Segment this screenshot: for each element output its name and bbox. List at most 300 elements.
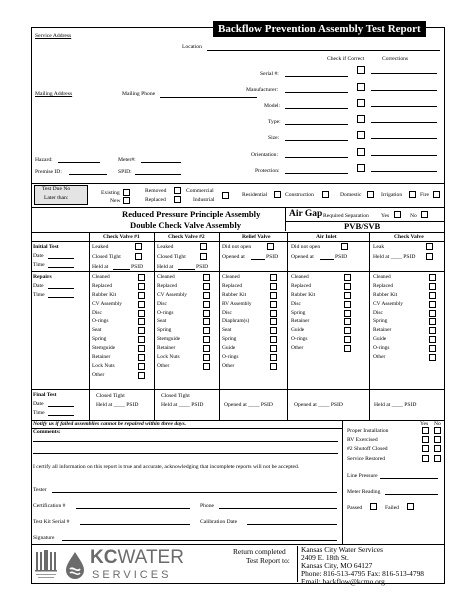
new-checkbox[interactable] [123,197,130,204]
initial-time-field[interactable] [48,267,74,268]
pvb-title: PVB/SVB [344,221,381,231]
repair-item-checkbox[interactable] [429,274,436,281]
location-label: Location [182,44,202,50]
size-correct-checkbox[interactable] [357,131,365,139]
ai-opened-at-field[interactable] [320,259,334,260]
repair-item-label: Seat [92,327,102,334]
size-field[interactable] [285,140,348,141]
logo-kc: KC [90,547,118,568]
repair-item-label: Spring [157,327,172,334]
repair-item-label: Lock Nuts [157,354,180,361]
repair-item-label: Cleaned [373,274,391,280]
cv1-held-at-field[interactable] [113,269,130,270]
repair-item-label: Spring [222,336,237,343]
repair-item-label: Rubber Kit [373,291,398,298]
passed-label: Passed [347,505,363,511]
protection-label: Protection: [255,168,280,174]
repair-item-label: Lock Nuts [92,362,115,369]
repair-item-checkbox[interactable] [344,327,351,334]
address-line-1: Kansas City Water Services [301,545,383,554]
repair-item-cv2 [157,309,187,318]
rv-exercised-yes[interactable] [422,436,429,443]
ai-did-not-open-label: Did not open [291,244,321,250]
line-pressure-label: Line Pressure [347,473,378,479]
shutoff-closed-no[interactable] [434,445,441,452]
removed-label: Removed [145,188,167,194]
repair-item-air [291,282,315,291]
meter-reading-label: Meter Reading [347,489,381,495]
proper-installation-label: Proper Installation [347,428,389,434]
type-correction-field[interactable] [371,122,437,123]
final-cv2-held-label: Held at ____ PSID [161,402,204,408]
cv2-held-at-label: Held at [157,264,174,270]
repair-item-checkbox[interactable] [203,363,210,370]
phone-field[interactable] [219,508,337,509]
service-address-label: Service Address [35,33,72,39]
divider [297,546,298,582]
repair-item-label: Guide [373,336,387,343]
certification-field[interactable] [76,508,190,509]
repair-item-checkbox[interactable] [138,372,145,379]
repair-item-relief [222,335,252,344]
repair-item-checkbox[interactable] [203,283,210,290]
ai-did-not-open-checkbox[interactable] [341,243,348,250]
serial-correction-field[interactable] [371,73,437,74]
existing-checkbox[interactable] [123,189,130,196]
rv-did-not-open-label: Did not open [222,244,252,250]
repair-item-cv [373,326,403,335]
repairs-date-field[interactable] [48,288,74,289]
repair-item-label: Rubber Kit [291,291,316,298]
protection-correct-checkbox[interactable] [357,164,365,172]
air-gap-title: Air Gap [289,209,323,219]
industrial-label: Industrial [193,197,215,203]
repair-item-checkbox[interactable] [344,318,351,325]
meter-reading-field[interactable] [385,494,438,495]
manufacturer-correction-field[interactable] [371,90,437,91]
repair-item-label: Seat [157,318,167,325]
serial-correct-checkbox[interactable] [357,66,365,74]
repair-item-label: Stemguide [157,336,181,343]
logo-wordmark [90,548,184,567]
repair-item-cv2 [157,362,187,371]
size-correction-field[interactable] [371,138,437,139]
cv1-leaked-checkbox[interactable] [135,243,142,250]
repair-item-relief [222,309,252,318]
repair-item-label: Diaphram(s) [222,318,250,325]
comments-line-1[interactable] [33,441,338,442]
shutoff-closed-yes[interactable] [422,445,429,452]
hazard-field[interactable] [58,162,100,163]
repair-item-relief [222,291,252,300]
repair-item-label: Rubber Kit [92,291,117,298]
repair-item-checkbox[interactable] [429,345,436,352]
repair-item-air [291,273,315,282]
repair-item-label: Rubber Kit [222,291,247,298]
col-check-valve-2: Check Valve #2 [168,234,205,240]
dc-assembly-title: Double Check Valve Assembly [130,220,242,230]
footer-email: Email: backflow@kcmo.org [301,577,385,586]
divider [342,420,343,544]
rp-assembly-title: Reduced Pressure Principle Assembly [122,209,261,219]
repair-item-checkbox[interactable] [138,327,145,334]
divider [31,428,342,429]
initial-date-field[interactable] [48,258,74,259]
repair-item-checkbox[interactable] [203,274,210,281]
divider [31,271,445,272]
pvb-leak-label: Leak [373,244,385,250]
tester-label: Tester [33,487,47,493]
certify-text: I certify all information on this report is true and accurate, acknowledging that incomplete reports will not be accepted. [33,464,300,470]
final-time-field[interactable] [48,415,74,416]
repair-item-label: RV Assembly [222,300,252,307]
failed-checkbox[interactable] [407,503,414,510]
repair-item-cv2 [157,300,187,309]
removed-checkbox[interactable] [174,187,181,194]
repair-item-label: Other [222,362,235,369]
commercial-label: Commercial [186,188,214,194]
repairs-cv1-list [92,273,122,380]
type-label: Type: [268,119,281,125]
repair-item-label: Stemguide [92,345,116,352]
type-correct-checkbox[interactable] [357,115,365,123]
repair-item-air [291,344,315,353]
corrections-label: Corrections [382,56,409,62]
repair-item-checkbox[interactable] [138,310,145,317]
repair-item-label: Replaced [291,282,312,289]
return-line-1: Return completed [233,547,286,556]
mailing-phone-label: Mailing Phone [122,91,156,97]
repair-item-checkbox[interactable] [429,301,436,308]
repair-item-cv [373,344,403,353]
repair-item-checkbox[interactable] [203,301,210,308]
final-date-field[interactable] [48,406,74,407]
repair-item-label: Other [373,354,386,361]
repair-item-cv [373,317,403,326]
repair-item-cv1 [92,273,122,282]
cv2-leaked-checkbox[interactable] [200,243,207,250]
proper-installation-no[interactable] [434,427,441,434]
new-label: New [110,198,121,204]
domestic-checkbox[interactable] [367,191,374,198]
repair-item-air [291,300,315,309]
size-label: Size: [268,135,280,141]
repair-item-checkbox[interactable] [344,336,351,343]
repair-item-label: Disc [291,300,301,307]
ai-psid-label: PSID [335,254,348,260]
cv1-closed-tight-label: Closed Tight [92,254,121,260]
repair-item-label: CV Assembly [157,291,188,298]
repair-item-checkbox[interactable] [429,336,436,343]
city-seal-icon [34,548,58,580]
rv-exercised-no[interactable] [434,436,441,443]
rv-exercised-label: RV Exercised [347,437,378,443]
repair-item-checkbox[interactable] [344,274,351,281]
model-correct-checkbox[interactable] [357,99,365,107]
repair-item-checkbox[interactable] [344,301,351,308]
divider [285,207,286,231]
repair-item-cv2 [157,353,187,362]
repair-item-label: Replaced [92,282,113,289]
repair-item-cv2 [157,273,187,282]
no-header: No [434,421,441,427]
repair-item-label: O-rings [92,318,109,325]
passed-checkbox[interactable] [370,503,377,510]
calibration-date-field[interactable] [247,524,337,525]
repair-item-checkbox[interactable] [270,283,277,290]
repair-item-checkbox[interactable] [138,292,145,299]
repair-item-label: Disc [373,309,383,316]
signature-label: Signature [33,535,55,541]
residential-checkbox[interactable] [274,191,281,198]
repair-item-label: Spring [92,336,107,343]
repair-item-checkbox[interactable] [429,310,436,317]
repair-item-label: O-rings [222,354,239,361]
repair-item-label: CV Assembly [373,300,404,307]
repair-item-checkbox[interactable] [429,283,436,290]
test-kit-serial-label: Test Kit Serial # [33,519,70,525]
repair-item-cv1 [92,362,122,371]
repair-item-label: Guide [222,345,236,352]
protection-field[interactable] [285,173,348,174]
rv-psid-label: PSID [266,254,279,260]
cv2-psid-label: PSID [196,264,209,270]
shutoff-closed-label: #2 Shutoff Closed [347,446,388,452]
col-check-valve: Check Valve [394,234,424,240]
tester-field[interactable] [52,492,337,493]
comments-line-2[interactable] [33,453,338,454]
orientation-field[interactable] [285,157,348,158]
repair-item-cv1 [92,371,122,380]
model-correction-field[interactable] [371,106,437,107]
check-if-correct-label: Check if Correct [327,56,365,62]
manufacturer-field[interactable] [285,92,348,93]
rv-opened-at-label: Opened at [222,254,245,260]
divider [31,241,445,242]
repair-item-checkbox[interactable] [429,327,436,334]
repair-item-checkbox[interactable] [270,363,277,370]
repair-item-checkbox[interactable] [203,292,210,299]
repair-item-label: Replaced [157,282,178,289]
repair-item-label: Cleaned [291,274,309,280]
repair-item-label: O-rings [291,336,308,343]
repairs-time-label: Time [33,292,45,298]
repair-item-checkbox[interactable] [203,327,210,334]
repair-item-cv1 [92,344,122,353]
location-field[interactable] [207,50,440,51]
repair-item-checkbox[interactable] [203,354,210,361]
repair-item-checkbox[interactable] [270,345,277,352]
mailing-phone-field[interactable] [160,97,257,98]
repair-item-checkbox[interactable] [270,318,277,325]
service-restored-no[interactable] [434,455,441,462]
notify-text: Notify us if failed assemblies cannot be repaired within three days. [33,421,187,427]
repair-item-cv [373,353,403,362]
repairs-label: Repairs [33,274,52,280]
repair-item-label: Replaced [373,282,394,289]
repair-item-checkbox[interactable] [203,318,210,325]
repair-item-label: Spring [373,318,388,325]
repair-item-checkbox[interactable] [270,301,277,308]
domestic-label: Domestic [340,192,362,198]
pvb-held-checkbox[interactable] [426,253,433,260]
model-field[interactable] [285,108,348,109]
yes-header: Yes [420,421,429,427]
divider [31,183,445,184]
repair-item-checkbox[interactable] [138,345,145,352]
spid-label: SPID: [118,169,132,175]
serial-field[interactable] [285,76,348,77]
pvb-leak-checkbox[interactable] [426,243,433,250]
address-line-3: Kansas City, MO 64127 [301,561,373,570]
repairs-time-field[interactable] [48,297,74,298]
divider [31,232,445,233]
fire-checkbox[interactable] [433,191,440,198]
repair-item-cv [373,273,403,282]
repairs-cv-list [373,273,403,362]
logo-water: WATER [117,547,184,568]
repair-item-cv [373,300,403,309]
col-check-valve-1: Check Valve #1 [103,234,140,240]
repair-item-checkbox[interactable] [138,354,145,361]
repair-item-checkbox[interactable] [270,336,277,343]
manufacturer-correct-checkbox[interactable] [357,83,365,91]
repair-item-label: O-rings [157,309,174,316]
repair-item-relief [222,344,252,353]
repair-item-cv1 [92,291,122,300]
orientation-correct-checkbox[interactable] [357,148,365,156]
repair-item-cv [373,335,403,344]
repair-item-air [291,335,315,344]
repair-item-checkbox[interactable] [138,318,145,325]
cv1-leaked-label: Leaked [92,244,109,250]
mailing-address-label: Mailing Address [35,91,73,97]
repair-item-label: Retainer [157,345,176,352]
repair-item-label: Guide [291,327,305,334]
repair-item-relief [222,362,252,371]
repair-item-checkbox[interactable] [270,327,277,334]
col-relief-valve: Relief Valve [242,234,271,240]
final-pvb-held-label: Held at ____ PSID [374,402,417,408]
meter-field[interactable] [141,162,181,163]
test-kit-serial-field[interactable] [80,524,190,525]
premise-id-field[interactable] [69,174,107,175]
repair-item-label: Cleaned [92,274,110,280]
air-gap-no-label: No [410,213,417,219]
repair-item-cv2 [157,291,187,300]
orientation-label: Orientation: [251,152,279,158]
repair-item-label: Other [291,345,304,352]
repair-item-label: Replaced [222,282,243,289]
repair-item-checkbox[interactable] [270,310,277,317]
water-drop-icon [64,551,86,579]
irrigation-checkbox[interactable] [409,191,416,198]
col-air-inlet: Air Inlet [316,234,337,240]
repair-item-relief [222,353,252,362]
rv-did-not-open-checkbox[interactable] [267,243,274,250]
line-pressure-field[interactable] [380,478,438,479]
repair-item-checkbox[interactable] [344,310,351,317]
construction-checkbox[interactable] [322,191,329,198]
required-separation-label: Required Separation [323,213,369,219]
air-gap-yes-checkbox[interactable] [394,211,401,218]
repair-item-checkbox[interactable] [138,363,145,370]
final-cv1-closed-tight-label: Closed Tight [96,393,125,399]
repair-item-checkbox[interactable] [429,292,436,299]
repair-item-checkbox[interactable] [203,310,210,317]
cv1-closed-tight-checkbox[interactable] [135,253,142,260]
service-restored-label: Service Restored [347,456,386,462]
cv2-held-at-field[interactable] [178,269,195,270]
repair-item-checkbox[interactable] [203,345,210,352]
repair-item-air [291,317,315,326]
proper-installation-yes[interactable] [422,427,429,434]
calibration-date-label: Calibration Date [200,519,238,525]
repair-item-label: O-rings [373,345,390,352]
repair-item-air [291,326,315,335]
repair-item-checkbox[interactable] [203,336,210,343]
air-gap-no-checkbox[interactable] [421,211,428,218]
cv2-closed-tight-checkbox[interactable] [200,253,207,260]
replaced-label: Replaced [145,197,166,203]
repair-item-label: Disc [222,309,232,316]
repairs-air-list [291,273,315,353]
commercial-industrial-checkbox[interactable] [222,192,229,199]
repairs-relief-list [222,273,252,371]
residential-label: Residential [242,192,268,198]
initial-test-label: Initial Test [33,244,59,250]
repair-item-label: CV Assembly [92,300,123,307]
final-time-label: Time [33,410,45,416]
repair-item-label: Other [157,362,170,369]
signature-field[interactable] [62,540,337,541]
repair-item-relief [222,300,252,309]
repair-item-relief [222,273,252,282]
test-due-label-1: Test Due No [42,186,71,192]
repair-item-checkbox[interactable] [344,345,351,352]
repair-item-label: Retainer [373,327,392,334]
initial-date-label: Date [33,253,44,259]
repair-item-checkbox[interactable] [138,274,145,281]
replaced-checkbox[interactable] [174,196,181,203]
repair-item-checkbox[interactable] [344,283,351,290]
service-restored-yes[interactable] [422,455,429,462]
return-line-2: Test Report to: [246,556,290,565]
repair-item-label: Cleaned [157,274,175,280]
repair-item-checkbox[interactable] [138,336,145,343]
repair-item-checkbox[interactable] [270,354,277,361]
rv-opened-at-field[interactable] [251,259,265,260]
repair-item-checkbox[interactable] [270,292,277,299]
repair-item-checkbox[interactable] [138,301,145,308]
repair-item-checkbox[interactable] [429,318,436,325]
repair-item-label: Retainer [92,354,111,361]
type-field[interactable] [285,124,348,125]
protection-correction-field[interactable] [371,171,437,172]
cv2-closed-tight-label: Closed Tight [157,254,186,260]
repair-item-cv1 [92,317,122,326]
repair-item-checkbox[interactable] [344,292,351,299]
existing-label: Existing [101,190,120,196]
spid-field[interactable] [135,174,181,175]
orientation-correction-field[interactable] [371,155,437,156]
phone-label: Phone [200,503,214,509]
divider [154,232,155,420]
repair-item-checkbox[interactable] [270,274,277,281]
repair-item-checkbox[interactable] [429,354,436,361]
irrigation-label: Irrigation [381,192,403,198]
repair-item-checkbox[interactable] [138,283,145,290]
